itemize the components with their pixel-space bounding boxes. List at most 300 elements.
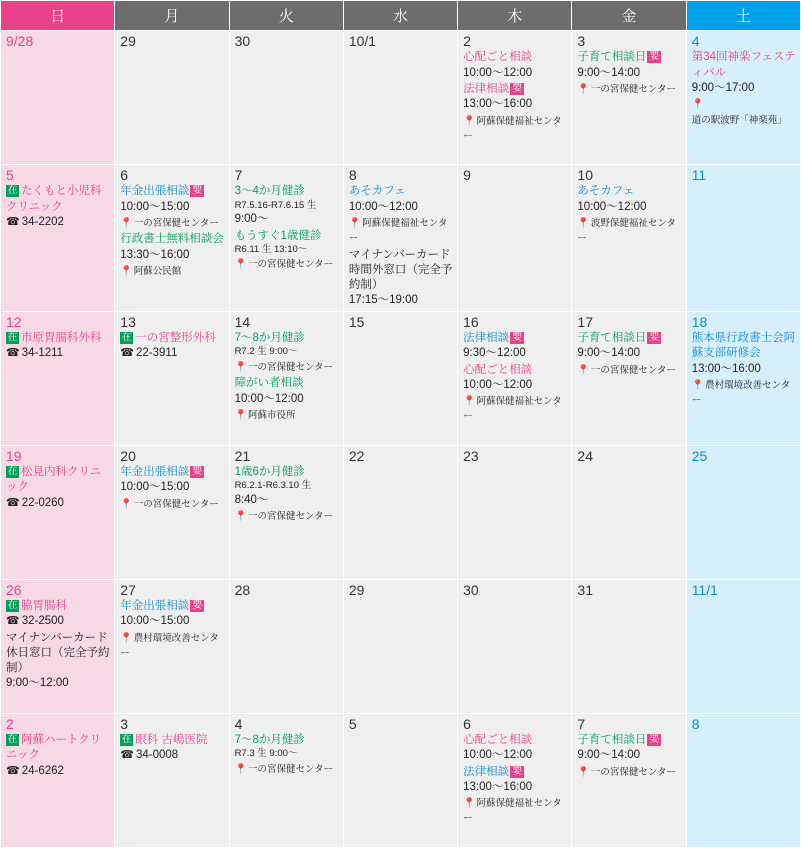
event-place-label: 阿蘇保健福祉センター xyxy=(348,217,448,245)
event-time: 10:00～12:00 xyxy=(463,66,533,79)
event-entry xyxy=(235,376,339,407)
calendar-day-cell[interactable] xyxy=(115,445,229,579)
event-title-line xyxy=(463,765,567,780)
calendar-day-cell[interactable] xyxy=(115,31,229,165)
day-number: 29 xyxy=(348,581,365,598)
event-place-label: 農村環境改善センター xyxy=(120,632,219,659)
event-location xyxy=(463,114,567,145)
reservation-required-badge: 要 xyxy=(192,466,203,478)
event-place-label: 一の宮保健センター xyxy=(133,217,219,229)
reservation-required-badge: 要 xyxy=(512,332,523,344)
calendar-day-cell[interactable] xyxy=(458,31,572,165)
calendar-day-cell[interactable] xyxy=(1,31,115,165)
event-phone-line xyxy=(120,748,224,763)
calendar-day-cell[interactable] xyxy=(343,31,457,165)
day-number: 9 xyxy=(463,167,471,183)
event-time: 13:00～16:00 xyxy=(463,98,533,111)
calendar-day-cell[interactable] xyxy=(343,165,457,312)
day-number: 18 xyxy=(691,313,708,330)
calendar-day-cell[interactable] xyxy=(572,165,686,312)
calendar-day-cell[interactable] xyxy=(686,31,800,165)
calendar-day-cell[interactable] xyxy=(686,713,800,847)
event-entry xyxy=(6,733,110,779)
calendar-day-cell[interactable] xyxy=(1,579,115,713)
calendar-day-cell[interactable] xyxy=(229,579,343,713)
day-number: 9/28 xyxy=(6,33,34,49)
event-time: 10:00～12:00 xyxy=(463,749,533,762)
day-number: 21 xyxy=(234,447,251,464)
day-number: 15 xyxy=(348,313,365,330)
event-title-line xyxy=(577,50,681,65)
calendar-day-cell[interactable] xyxy=(229,311,343,445)
day-number: 2 xyxy=(463,33,471,49)
map-pin-icon: 📍 xyxy=(234,259,248,271)
weekday-header-3: 水 xyxy=(343,1,457,31)
event-entry xyxy=(235,733,339,761)
event-title-line xyxy=(6,599,110,614)
map-pin-icon: 📍 xyxy=(691,99,705,111)
event-time: 10:00～12:00 xyxy=(577,200,647,213)
event-title: 年金出張相談 xyxy=(120,600,190,613)
event-entry xyxy=(6,465,110,511)
event-title: 1歳6か月健診 xyxy=(234,466,305,479)
day-number: 4 xyxy=(234,715,243,732)
on-duty-clinic-icon: 在 xyxy=(7,332,18,344)
event-title: 年金出張相談 xyxy=(120,466,190,479)
day-number: 13 xyxy=(120,313,136,330)
event-title: もうすぐ1歳健診 xyxy=(234,229,322,242)
event-title: 阿蘇ハートクリニック xyxy=(6,734,102,762)
day-number: 10 xyxy=(577,167,593,183)
on-duty-clinic-icon: 在 xyxy=(7,185,18,197)
event-place-label: 阿蘇公民館 xyxy=(133,265,182,277)
map-pin-icon: 📍 xyxy=(120,265,133,277)
event-title: 法律相談 xyxy=(463,332,510,345)
event-time: 10:00～15:00 xyxy=(120,481,190,494)
event-title: 脇胃腸科 xyxy=(21,600,67,613)
event-title: 熊本県行政書士会阿蘇支部研修会 xyxy=(691,332,796,360)
calendar-day-cell[interactable] xyxy=(572,445,686,579)
day-number: 20 xyxy=(120,447,136,464)
day-number: 7 xyxy=(234,167,243,183)
event-title: 法律相談 xyxy=(463,765,510,778)
event-title-line xyxy=(692,50,796,81)
day-number: 25 xyxy=(691,447,708,464)
calendar-day-cell[interactable] xyxy=(686,579,800,713)
event-place-label: 阿蘇市役所 xyxy=(248,409,296,421)
event-location xyxy=(235,509,339,524)
calendar-day-cell[interactable] xyxy=(458,165,572,312)
calendar-day-cell[interactable] xyxy=(686,165,800,312)
calendar-day-cell[interactable] xyxy=(1,311,115,445)
event-entry xyxy=(463,733,567,764)
event-title: 障がい者相談 xyxy=(234,377,304,390)
event-place-label: 一の宮保健センター xyxy=(590,364,676,376)
calendar-week-row xyxy=(1,31,801,165)
event-location xyxy=(120,264,224,279)
calendar-day-cell[interactable] xyxy=(229,713,343,847)
event-entry xyxy=(235,184,339,227)
event-title-line xyxy=(6,465,110,496)
day-number: 17 xyxy=(577,313,593,330)
event-location xyxy=(577,216,681,247)
event-place-label: 一の宮保健センター xyxy=(248,361,334,373)
event-entry xyxy=(463,82,567,113)
event-title-line xyxy=(235,733,339,748)
day-number: 11/1 xyxy=(691,581,718,598)
map-pin-icon: 📍 xyxy=(234,361,248,373)
map-pin-icon: 📍 xyxy=(463,396,476,408)
reservation-required-badge: 要 xyxy=(192,600,203,612)
event-title-line xyxy=(463,733,567,748)
map-pin-icon: 📍 xyxy=(348,217,362,229)
event-time: 9:00～14:00 xyxy=(577,347,641,360)
event-place-label: 阿蘇保健福祉センター xyxy=(463,396,562,423)
calendar-week-row xyxy=(1,713,801,847)
event-title: 心配ごと相談 xyxy=(463,363,533,376)
event-entry xyxy=(120,331,224,362)
event-title: 3～4か月健診 xyxy=(234,185,305,198)
map-pin-icon: 📍 xyxy=(463,115,476,127)
event-title-line xyxy=(349,184,453,199)
day-number: 27 xyxy=(120,581,136,598)
map-pin-icon: 📍 xyxy=(120,632,133,644)
calendar-week-row xyxy=(1,445,801,579)
event-location xyxy=(235,360,339,375)
event-entry xyxy=(120,184,224,215)
calendar-day-cell[interactable] xyxy=(686,311,800,445)
event-time: 13:00～16:00 xyxy=(691,362,761,375)
weekday-header-4: 木 xyxy=(458,1,572,31)
calendar-day-cell[interactable] xyxy=(572,311,686,445)
event-title: 年金出張相談 xyxy=(120,185,190,198)
event-location xyxy=(463,796,567,827)
event-place-label: 一の宮保健センター xyxy=(248,763,334,775)
event-entry xyxy=(120,733,224,764)
event-entry xyxy=(6,599,110,630)
calendar-body xyxy=(1,31,801,848)
event-title-line xyxy=(235,465,339,480)
event-location xyxy=(120,216,224,231)
event-phone-line xyxy=(6,346,110,361)
event-time: 8:40～ xyxy=(234,493,269,506)
event-time: 9:00～ xyxy=(234,213,269,226)
event-title: 行政書士無料相談会 xyxy=(120,233,224,246)
event-time: 13:30～16:00 xyxy=(120,248,190,261)
event-title-line xyxy=(6,733,110,764)
calendar-day-cell[interactable] xyxy=(115,579,229,713)
calendar-day-cell[interactable] xyxy=(343,579,457,713)
event-entry xyxy=(577,733,681,764)
event-location xyxy=(235,762,339,777)
event-phone-line xyxy=(6,614,110,629)
day-number: 29 xyxy=(120,33,136,49)
event-title: 心配ごと相談 xyxy=(463,51,533,64)
weekday-header-5: 金 xyxy=(572,1,686,31)
on-duty-clinic-icon: 在 xyxy=(7,466,18,478)
event-title: 子育て相談日 xyxy=(577,734,647,747)
event-entry xyxy=(120,599,224,630)
event-title-line xyxy=(6,184,110,215)
event-entry xyxy=(577,331,681,362)
day-number: 31 xyxy=(577,581,593,598)
day-number: 26 xyxy=(6,581,22,598)
reservation-required-badge: 要 xyxy=(512,82,523,94)
day-number: 3 xyxy=(120,715,129,732)
day-number: 23 xyxy=(463,447,479,464)
map-pin-icon: 📍 xyxy=(120,498,133,510)
on-duty-clinic-icon: 在 xyxy=(7,734,18,746)
event-phone-number: 34-2202 xyxy=(21,215,64,228)
event-subnote: R7.3 生 9:00～ xyxy=(234,748,298,760)
event-location xyxy=(349,216,453,247)
event-time: 9:00～14:00 xyxy=(577,749,641,762)
event-phone-line xyxy=(6,496,110,511)
event-title: 一の宮整形外科 xyxy=(135,332,216,345)
event-phone-line xyxy=(120,346,224,361)
calendar-day-cell[interactable] xyxy=(343,311,457,445)
event-entry xyxy=(6,331,110,362)
telephone-icon: ☎ xyxy=(6,615,20,628)
calendar-day-cell[interactable] xyxy=(458,579,572,713)
event-phone-number: 32-2500 xyxy=(21,615,64,628)
day-number: 11 xyxy=(691,167,707,183)
event-entry xyxy=(120,465,224,496)
event-entry xyxy=(349,184,453,215)
event-title: 法律相談 xyxy=(463,82,510,95)
event-place-label: 道の駅波野「神楽苑」 xyxy=(691,114,787,126)
event-time: 9:00～12:00 xyxy=(6,677,69,690)
calendar-day-cell[interactable] xyxy=(458,445,572,579)
calendar-day-cell[interactable] xyxy=(343,713,457,847)
reservation-required-badge: 要 xyxy=(649,734,660,746)
event-title-line xyxy=(463,363,567,378)
day-number: 7 xyxy=(577,715,586,732)
event-entry xyxy=(235,465,339,508)
event-location xyxy=(235,408,339,423)
event-phone-number: 22-3911 xyxy=(135,347,178,360)
on-duty-clinic-icon: 在 xyxy=(121,734,132,746)
event-title-line xyxy=(235,376,339,391)
event-title-line xyxy=(235,184,339,199)
event-title-line xyxy=(235,331,339,346)
event-title-line xyxy=(120,599,224,614)
reservation-required-badge: 要 xyxy=(192,185,203,197)
day-number: 22 xyxy=(348,447,365,464)
event-title-line xyxy=(6,631,110,677)
telephone-icon: ☎ xyxy=(6,215,20,228)
event-entry xyxy=(463,765,567,796)
day-number: 28 xyxy=(234,581,251,598)
day-number: 19 xyxy=(6,447,22,464)
event-title-line xyxy=(235,229,339,244)
day-number: 5 xyxy=(6,167,14,183)
calendar-day-cell[interactable] xyxy=(458,311,572,445)
event-entry xyxy=(577,50,681,81)
event-location xyxy=(577,82,681,97)
telephone-icon: ☎ xyxy=(6,764,20,777)
map-pin-icon: 📍 xyxy=(120,217,133,229)
event-title-line xyxy=(577,184,681,199)
event-title: 子育て相談日 xyxy=(577,332,647,345)
day-number: 30 xyxy=(463,581,479,598)
on-duty-clinic-icon: 在 xyxy=(121,332,132,344)
event-title-line xyxy=(463,50,567,65)
event-location xyxy=(120,631,224,662)
event-time: 17:15～19:00 xyxy=(348,294,418,307)
day-number: 24 xyxy=(577,447,593,464)
event-time: 10:00～12:00 xyxy=(348,200,418,213)
event-title-line xyxy=(577,733,681,748)
calendar-day-cell[interactable] xyxy=(115,311,229,445)
event-title: 子育て相談日 xyxy=(577,51,647,64)
event-location xyxy=(692,378,796,409)
reservation-required-badge: 要 xyxy=(512,765,523,777)
event-time: 10:00～12:00 xyxy=(463,378,533,391)
event-location xyxy=(120,497,224,512)
event-entry xyxy=(577,184,681,215)
calendar-day-cell[interactable] xyxy=(572,31,686,165)
calendar-day-cell[interactable] xyxy=(686,445,800,579)
event-subnote: R7.2 生 9:00～ xyxy=(234,346,298,358)
event-title: マイナンバーカード休日窓口（完全予約制） xyxy=(6,631,110,675)
event-title: 松見内科クリニック xyxy=(6,466,102,494)
weekday-header-6: 土 xyxy=(686,1,800,31)
day-number: 10/1 xyxy=(348,33,377,49)
event-location xyxy=(577,765,681,780)
event-title: 第34回神楽フェスティバル xyxy=(691,51,796,79)
weekday-header-0: 日 xyxy=(1,1,115,31)
calendar-week-row xyxy=(1,165,801,312)
event-place-label: 一の宮保健センター xyxy=(248,259,334,271)
map-pin-icon: 📍 xyxy=(234,763,248,775)
telephone-icon: ☎ xyxy=(6,496,20,509)
event-phone-line xyxy=(6,764,110,779)
map-pin-icon: 📍 xyxy=(577,766,590,778)
calendar-day-cell[interactable] xyxy=(1,713,115,847)
event-title: たくもと小児科クリニック xyxy=(6,185,102,213)
event-subnote: R6.11 生 13:10～ xyxy=(234,243,308,255)
day-number: 30 xyxy=(234,33,251,49)
event-time: 10:00～15:00 xyxy=(120,615,190,628)
calendar-day-cell[interactable] xyxy=(572,713,686,847)
event-title-line xyxy=(120,331,224,346)
day-number: 14 xyxy=(234,313,251,330)
reservation-required-badge: 要 xyxy=(649,51,660,63)
event-title-line xyxy=(120,733,224,748)
map-pin-icon: 📍 xyxy=(577,364,590,376)
map-pin-icon: 📍 xyxy=(234,409,248,421)
day-number: 16 xyxy=(463,313,479,330)
event-place-label: 阿蘇保健福祉センター xyxy=(463,115,562,142)
event-title-line xyxy=(120,465,224,480)
calendar-day-cell[interactable] xyxy=(458,713,572,847)
event-title-line xyxy=(692,331,796,362)
calendar-day-cell[interactable] xyxy=(229,445,343,579)
event-title: 心配ごと相談 xyxy=(463,734,533,747)
day-number: 2 xyxy=(6,715,14,732)
event-title-line xyxy=(463,82,567,97)
event-title-line xyxy=(120,184,224,199)
event-phone-number: 22-0260 xyxy=(21,496,64,509)
map-pin-icon: 📍 xyxy=(234,511,248,523)
calendar-day-cell[interactable] xyxy=(229,165,343,312)
event-place-label: 一の宮保健センター xyxy=(590,766,676,778)
calendar-week-row xyxy=(1,311,801,445)
map-pin-icon: 📍 xyxy=(463,798,476,810)
event-title-line xyxy=(577,331,681,346)
event-location xyxy=(463,394,567,425)
day-number: 12 xyxy=(6,313,22,330)
event-time: 9:00～14:00 xyxy=(577,66,641,79)
calendar-day-cell[interactable] xyxy=(343,445,457,579)
event-entry xyxy=(349,248,453,309)
event-entry xyxy=(120,232,224,263)
map-pin-icon: 📍 xyxy=(577,83,590,95)
event-place-label: 一の宮保健センター xyxy=(590,83,676,95)
event-title: 眼科 古嶋医院 xyxy=(135,734,208,747)
telephone-icon: ☎ xyxy=(120,749,134,762)
event-title: 市原胃腸科外科 xyxy=(21,332,102,345)
map-pin-icon: 📍 xyxy=(691,379,705,391)
event-phone-line xyxy=(6,215,110,230)
day-number: 5 xyxy=(348,715,357,732)
event-time: 9:00～17:00 xyxy=(691,81,755,94)
calendar-day-cell[interactable] xyxy=(229,31,343,165)
event-place-label: 一の宮保健センター xyxy=(248,511,334,523)
event-title: マイナンバーカード時間外窓口（完全予約制） xyxy=(348,248,453,292)
event-title-line xyxy=(6,331,110,346)
event-location xyxy=(235,257,339,272)
event-place-label: 阿蘇保健福祉センター xyxy=(463,798,562,825)
calendar-day-cell[interactable] xyxy=(115,713,229,847)
event-entry xyxy=(463,50,567,81)
day-number: 6 xyxy=(120,167,129,183)
map-pin-icon: 📍 xyxy=(577,217,590,229)
calendar-week-row xyxy=(1,579,801,713)
event-title: あそカフェ xyxy=(348,185,406,198)
calendar-header-row xyxy=(1,1,801,31)
event-title: 7～8か月健診 xyxy=(234,332,305,345)
day-number: 3 xyxy=(577,33,586,49)
event-entry xyxy=(6,184,110,230)
reservation-required-badge: 要 xyxy=(649,332,660,344)
event-place-label: 波野保健福祉センター xyxy=(577,217,676,245)
event-place-label: 農村環境改善センター xyxy=(691,379,791,407)
event-entry xyxy=(463,363,567,394)
calendar-day-cell[interactable] xyxy=(115,165,229,312)
event-place-label: 一の宮保健センター xyxy=(133,498,219,510)
event-subnote: R6.2.1-R6.3.10 生 xyxy=(234,480,312,492)
calendar-day-cell[interactable] xyxy=(1,165,115,312)
event-title: あそカフェ xyxy=(577,185,635,198)
event-time: 10:00～12:00 xyxy=(234,392,304,405)
event-phone-number: 24-6262 xyxy=(21,764,64,777)
event-phone-number: 34-0008 xyxy=(135,749,179,762)
event-time: 9:30～12:00 xyxy=(463,347,526,360)
weekday-header-2: 火 xyxy=(229,1,343,31)
calendar-day-cell[interactable] xyxy=(572,579,686,713)
event-title-line xyxy=(463,331,567,346)
day-number: 4 xyxy=(691,33,700,49)
event-time: 10:00～15:00 xyxy=(120,200,190,213)
event-subnote: R7.5.16-R7.6.15 生 xyxy=(234,199,317,211)
calendar-day-cell[interactable] xyxy=(1,445,115,579)
telephone-icon: ☎ xyxy=(120,347,134,360)
event-entry xyxy=(235,229,339,257)
event-time: 13:00～16:00 xyxy=(463,780,533,793)
on-duty-clinic-icon: 在 xyxy=(7,600,18,612)
